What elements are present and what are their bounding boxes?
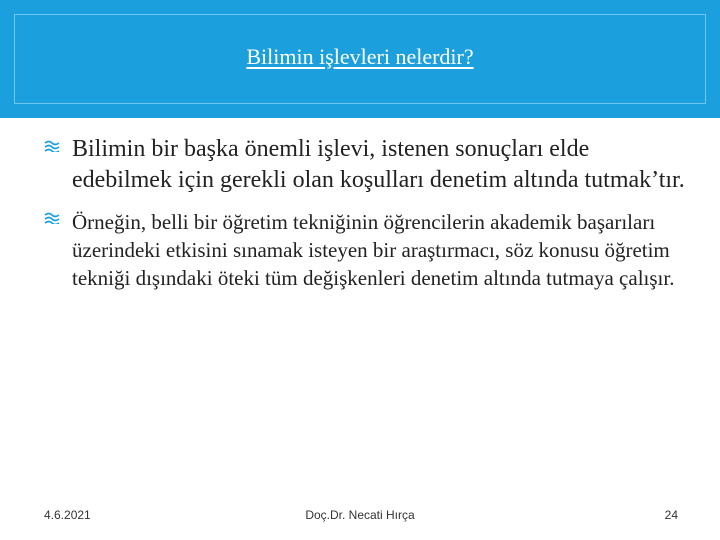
bullet-text: Örneğin, belli bir öğretim tekniğinin öğrencilerin akademik başarıları üzerindeki etkisini sınamak isteyen bir araştırmacı, söz konusu öğretim tekniği dışındaki öteki tüm değişkenleri denetim altında tutmaya çalışır. — [72, 210, 675, 290]
footer-page-number: 24 — [664, 508, 678, 522]
bullet-item — [40, 134, 690, 196]
bullet-wave-icon — [44, 140, 60, 152]
footer-author: Doç.Dr. Necati Hırça — [305, 508, 415, 522]
bullet-list — [40, 134, 690, 292]
bullet-text: Bilimin bir başka önemli işlevi, istenen sonuçları elde edebilmek için gerekli olan koşulları denetim altında tutmak’tır. — [72, 136, 685, 193]
bullet-wave-icon — [44, 212, 60, 224]
bullet-item — [40, 208, 690, 292]
footer-date: 4.6.2021 — [44, 508, 91, 522]
slide-title: Bilimin işlevleri nelerdir? — [246, 44, 474, 69]
